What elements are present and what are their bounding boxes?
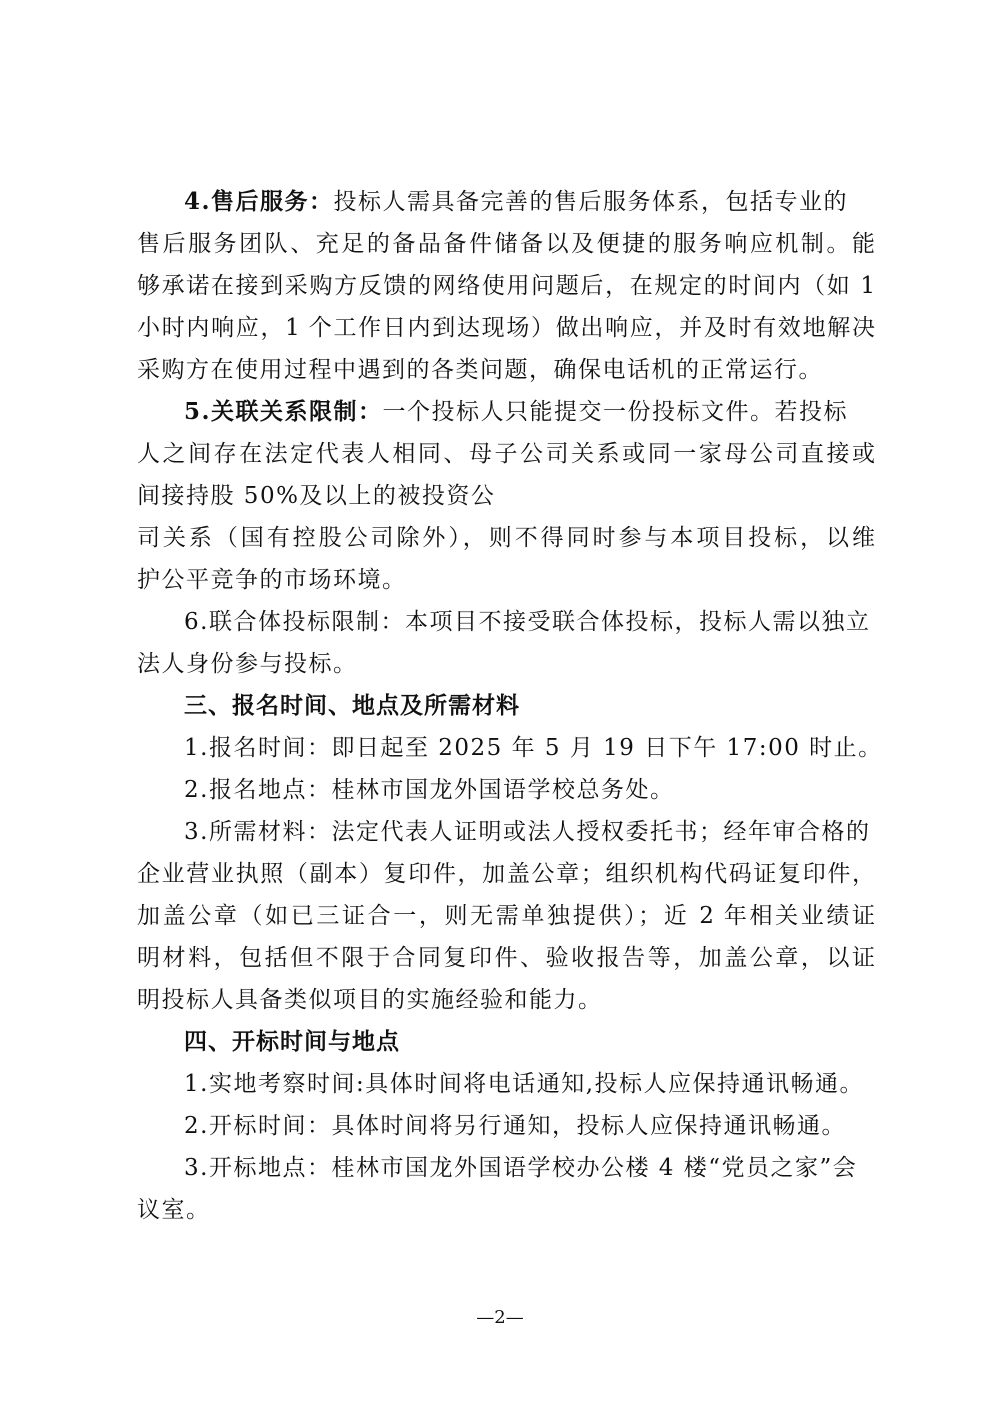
item-4-line-1 bbox=[184, 187, 848, 217]
section-4-heading: 四、开标时间与地点 bbox=[184, 1029, 400, 1055]
item-5-line-3: 间接持股 50%及以上的被投资公 bbox=[137, 483, 496, 509]
page-number: —2— bbox=[476, 1307, 524, 1328]
section-4-item-2: 2.开标时间：具体时间将另行通知，投标人应保持通讯畅通。 bbox=[184, 1113, 846, 1139]
item-5-line-1 bbox=[184, 397, 848, 427]
item-4-text-1: 投标人需具备完善的售后服务体系，包括专业的 bbox=[333, 189, 849, 215]
section-3-item-3-line-3: 加盖公章（如已三证合一，则无需单独提供）；近 2 年相关业绩证 bbox=[137, 903, 875, 929]
item-4-title: 4.售后服务： bbox=[184, 188, 334, 215]
section-3-item-3-line-2: 企业营业执照（副本）复印件，加盖公章；组织机构代码证复印件， bbox=[137, 861, 875, 887]
item-5-title: 5.关联关系限制： bbox=[184, 398, 383, 425]
section-3-heading: 三、报名时间、地点及所需材料 bbox=[184, 693, 520, 719]
item-6-line-1: 6.联合体投标限制：本项目不接受联合体投标，投标人需以独立 bbox=[184, 609, 871, 635]
section-4-item-1: 1.实地考察时间:具体时间将电话通知,投标人应保持通讯畅通。 bbox=[184, 1071, 865, 1097]
section-3-item-3-line-5: 明投标人具备类似项目的实施经验和能力。 bbox=[137, 987, 603, 1013]
item-5-text-1: 一个投标人只能提交一份投标文件。若投标 bbox=[382, 399, 849, 425]
item-5-line-4: 司关系（国有控股公司除外），则不得同时参与本项目投标，以维 bbox=[137, 525, 875, 551]
section-3-item-3-line-1: 3.所需材料：法定代表人证明或法人授权委托书；经年审合格的 bbox=[184, 819, 871, 845]
item-4-line-4: 小时内响应，1 个工作日内到达现场）做出响应，并及时有效地解决 bbox=[137, 315, 875, 341]
section-4-item-3-line-1: 3.开标地点：桂林市国龙外国语学校办公楼 4 楼“党员之家”会 bbox=[184, 1155, 858, 1181]
item-5-line-2: 人之间存在法定代表人相同、母子公司关系或同一家母公司直接或 bbox=[137, 441, 875, 467]
item-4-line-2: 售后服务团队、充足的备品备件储备以及便捷的服务响应机制。能 bbox=[137, 231, 875, 257]
section-4-item-3-line-2: 议室。 bbox=[137, 1197, 211, 1223]
section-3-item-2: 2.报名地点：桂林市国龙外国语学校总务处。 bbox=[184, 777, 675, 803]
item-4-line-5: 采购方在使用过程中遇到的各类问题，确保电话机的正常运行。 bbox=[137, 357, 823, 383]
item-5-line-5: 护公平竞争的市场环境。 bbox=[137, 567, 407, 593]
item-6-line-2: 法人身份参与投标。 bbox=[137, 651, 358, 677]
section-3-item-3-line-4: 明材料，包括但不限于合同复印件、验收报告等，加盖公章，以证 bbox=[137, 945, 875, 971]
item-4-line-3: 够承诺在接到采购方反馈的网络使用问题后，在规定的时间内（如 1 bbox=[137, 273, 875, 299]
section-3-item-1: 1.报名时间：即日起至 2025 年 5 月 19 日下午 17:00 时止。 bbox=[184, 735, 883, 761]
